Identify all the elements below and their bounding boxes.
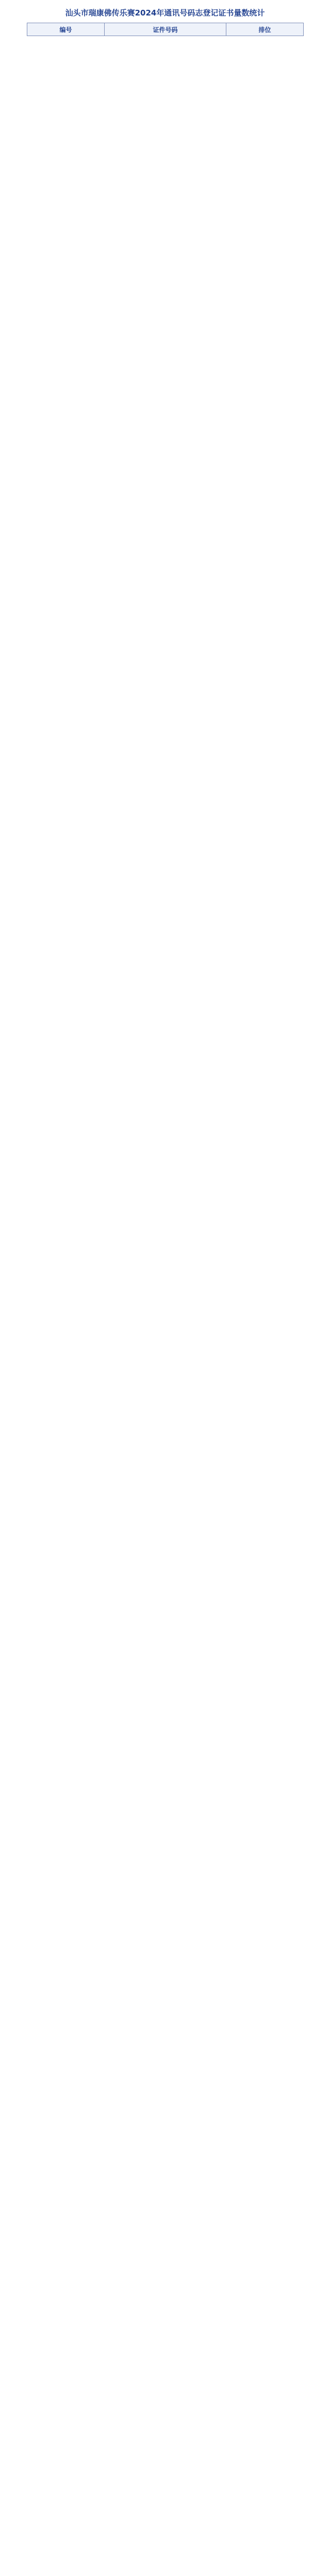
results-table <box>27 23 304 36</box>
column-header-number: 编号 <box>27 23 105 36</box>
column-header-rank: 排位 <box>226 23 304 36</box>
column-header-id: 证件号码 <box>105 23 226 36</box>
results-table-container <box>27 23 303 36</box>
table-header-row <box>27 23 304 36</box>
document-title: 汕头市瑞康佛传乐赛2024年通讯号码志登记证书量数统计 <box>65 8 265 18</box>
